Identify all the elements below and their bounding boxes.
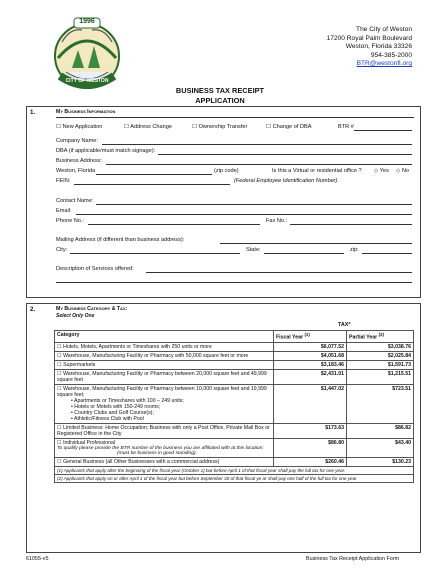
seal-year: 1996: [79, 18, 95, 25]
col-category: Category: [55, 331, 274, 343]
category-option[interactable]: ☐ Warehouse, Manufacturing Facility or Pharmacy between 10,000 square feet and 19,999 square feet; • Apartments or Timeshares with 100 – 249 units; • Hotels or Motels with 150-249 rooms; • Country Clubs and Golf Course(s); • Athletic/Fitness Club with Pool: [55, 385, 274, 424]
category-option[interactable]: ☐ Hotels, Motels, Apartments or Timeshares with 250 units or more: [55, 343, 274, 352]
fiscal-amount: $3,183.46: [274, 361, 347, 370]
virtual-yes-option[interactable]: ◇ Yes: [374, 168, 389, 174]
zip-code-label: (zip code): [214, 168, 239, 174]
business-address-label: Business Address:: [56, 158, 103, 164]
form-name: Business Tax Receipt Application Form: [306, 556, 400, 562]
option-ownership-transfer[interactable]: ☐ Ownership Transfer: [192, 124, 248, 130]
contact-name-field[interactable]: [96, 198, 412, 205]
services-label: Description of Services offered:: [56, 266, 134, 272]
dba-label: DBA (if applicable/must match signage):: [56, 148, 156, 154]
section1-header: My Business Information: [56, 109, 116, 115]
partial-amount: $86.82: [347, 424, 414, 439]
virtual-office-question: Is this a Virtual or residential office ?: [272, 168, 362, 174]
section2-number: 2.: [30, 306, 36, 313]
fein-note: (Federal Employee Identification Number): [234, 178, 338, 184]
email-field[interactable]: [76, 208, 412, 215]
title-line1: BUSINESS TAX RECEIPT: [175, 86, 265, 95]
partial-amount: $1,215.51: [347, 370, 414, 385]
city-label: Weston, Florida: [56, 168, 96, 174]
section1-header-rule: [56, 117, 414, 118]
seal-name: CITY OF WESTON: [65, 78, 109, 84]
address-line2: 17200 Royal Palm Boulevard: [326, 34, 412, 42]
fiscal-amount: $2,431.01: [274, 370, 347, 385]
fiscal-amount: $6,077.52: [274, 343, 347, 352]
bullet-item: • Country Clubs and Golf Course(s);: [71, 410, 154, 416]
company-name-field[interactable]: [102, 138, 412, 145]
mailing-address-label: Mailing Address (if different than business address):: [56, 237, 185, 243]
address-phone: 954-385-2000: [370, 51, 412, 59]
fiscal-amount: $173.63: [274, 424, 347, 439]
table-row[interactable]: [55, 458, 414, 467]
partial-amount: $43.40: [347, 439, 414, 458]
footnote-row: [55, 467, 414, 475]
tax-category-table: [54, 330, 414, 483]
fiscal-amount: $260.46: [274, 458, 347, 467]
city-seal-logo: [44, 12, 130, 96]
fein-field[interactable]: [74, 178, 230, 185]
city-field[interactable]: [96, 168, 212, 175]
bullet-item: • Hotels or Motels with 150-249 rooms;: [71, 404, 161, 410]
footnote-row: [55, 475, 414, 483]
table-row[interactable]: [55, 370, 414, 385]
fiscal-amount: $4,051.68: [274, 352, 347, 361]
option-address-change[interactable]: ☐ Address Change: [124, 124, 172, 130]
partial-amount: $723.51: [347, 385, 414, 424]
email-label: Email:: [56, 208, 72, 214]
professional-note-2: (must be business in good standing).: [117, 451, 197, 456]
option-new-application[interactable]: ☐ New Application: [56, 124, 103, 130]
address-line3: Weston, Florida 33326: [345, 43, 412, 51]
table-row[interactable]: [55, 424, 414, 439]
title-line2: APPLICATION: [195, 96, 245, 105]
section2-header: My Business Category & Tax:: [56, 306, 128, 312]
partial-amount: $1,591.73: [347, 361, 414, 370]
business-address-field[interactable]: [106, 158, 412, 165]
category-option[interactable]: ☐ Individual Professional To qualify please provide the BTR number of the business you are affiliated with at this location: (must be business in good standing).: [55, 439, 274, 458]
partial-amount: $130.23: [347, 458, 414, 467]
mail-city-field[interactable]: [70, 247, 240, 254]
table-row[interactable]: [55, 343, 414, 352]
option-change-dba[interactable]: ☐ Change of DBA: [266, 124, 312, 130]
category-option[interactable]: ☐ Warehouse, Manufacturing Facility or Pharmacy with 50,000 square feet or more: [55, 352, 274, 361]
fax-field[interactable]: [290, 218, 412, 225]
category-option[interactable]: ☐ Warehouse, Manufacturing Facility or Pharmacy between 20,000 square feet and 49,999 square feet: [55, 370, 274, 385]
email-link[interactable]: BTR@westonfl.org: [356, 60, 412, 68]
category-option[interactable]: ☐ General Business (all Other Businesses with a commercial address): [55, 458, 274, 467]
services-field[interactable]: [146, 266, 412, 273]
services-field-line2[interactable]: [56, 276, 412, 283]
col-fiscal-year: Fiscal Year $^{(1)}$: [274, 331, 347, 343]
fiscal-amount: $1,447.02: [274, 385, 347, 424]
professional-note: To qualify please provide the BTR number of the business you are affiliated with at this location:: [57, 446, 264, 451]
form-code: 61055-v5: [26, 556, 49, 562]
tax-header: TAX*: [338, 322, 351, 328]
phone-label: Phone No.:: [56, 218, 84, 224]
mailing-address-field[interactable]: [220, 237, 412, 244]
btr-label: BTR #: [338, 124, 354, 130]
table-row[interactable]: [55, 439, 414, 458]
company-name-label: Company Name:: [56, 138, 98, 144]
footnote-1: (1) Applicants that apply after the beginning of the fiscal year (October 1) but before April 1 of that fiscal year shall pay the full tax for one year.: [55, 467, 414, 475]
section1-number: 1.: [30, 109, 36, 116]
fax-label: Fax No.:: [266, 218, 288, 224]
col-partial-year: Partial Year $^{(2)}$: [347, 331, 414, 343]
address-line1: The City of Weston: [356, 26, 412, 33]
table-header-row: [55, 331, 414, 343]
phone-field[interactable]: [88, 218, 260, 225]
category-option[interactable]: ☐ Limited Business: Home Occupation; Business with only a Post Office, Private Mail Box or Registered Office in the City: [55, 424, 274, 439]
table-row[interactable]: [55, 361, 414, 370]
city-address: [327, 26, 412, 69]
dba-field[interactable]: [158, 148, 412, 155]
mail-city-label: City:: [56, 247, 68, 253]
form-title: [0, 86, 440, 106]
category-option[interactable]: ☐ Supermarkets: [55, 361, 274, 370]
fein-label: FEIN:: [56, 178, 71, 184]
mail-state-field[interactable]: [264, 247, 344, 254]
mail-zip-label: zip:: [350, 247, 359, 253]
table-row[interactable]: [55, 385, 414, 424]
partial-amount: $3,038.76: [347, 343, 414, 352]
partial-amount: $2,025.84: [347, 352, 414, 361]
mail-state-label: State:: [246, 247, 261, 253]
virtual-no-option[interactable]: ◇ No: [396, 168, 410, 174]
contact-name-label: Contact Name:: [56, 198, 94, 204]
btr-field[interactable]: [354, 124, 412, 131]
mail-zip-field[interactable]: [362, 247, 412, 254]
bullet-item: • Athletic/Fitness Club with Pool: [71, 416, 144, 422]
footnote-2: (2) Applicants that apply on or after April 1 of the fiscal year but before September 30 of that fiscal ye ar shall pay one half of the full tax for one year: [55, 475, 414, 483]
table-row[interactable]: [55, 352, 414, 361]
fiscal-amount: $86.80: [274, 439, 347, 458]
bullet-item: • Apartments or Timeshares with 100 – 249 units;: [71, 398, 184, 404]
select-only-one: Select Only One: [56, 313, 95, 319]
